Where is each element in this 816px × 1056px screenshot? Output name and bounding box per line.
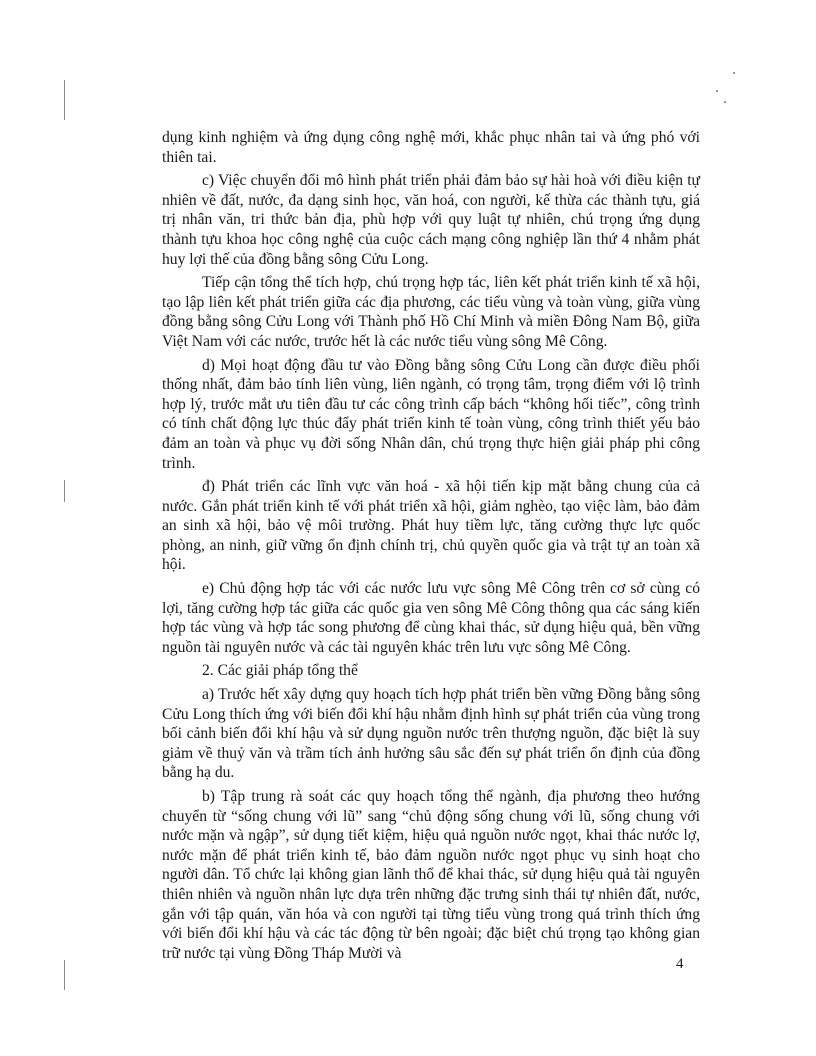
scan-speck <box>716 90 718 92</box>
body-text <box>162 128 700 967</box>
scan-edge-mark <box>64 80 65 120</box>
scan-edge-mark <box>64 960 65 990</box>
paragraph: đ) Phát triển các lĩnh vực văn hoá - xã hội tiến kịp mặt bằng chung của cả nước. Gắn phát triển kinh tế với phát triển xã hội, giảm nghèo, tạo việc làm, bảo đảm an sinh xã hội, bảo vệ môi trường. Phát huy tiềm lực, tăng cường thực lực quốc phòng, an ninh, giữ vững ổn định chính trị, chủ quyền quốc gia và trật tự an toàn xã hội. <box>162 478 700 574</box>
page-number: 4 <box>676 956 684 972</box>
scan-speck <box>733 72 735 74</box>
paragraph: Tiếp cận tổng thể tích hợp, chú trọng hợp tác, liên kết phát triển kinh tế xã hội, tạo lập liên kết phát triển giữa các địa phương, các tiểu vùng và toàn vùng, giữa vùng đồng bằng sông Cửu Long với Thành phố Hồ Chí Minh và miền Đông Nam Bộ, giữa Việt Nam với các nước, trước hết là các nước tiểu vùng sông Mê Công. <box>162 274 700 350</box>
paragraph: dụng kinh nghiệm và ứng dụng công nghệ mới, khắc phục nhân tai và ứng phó với thiên tai. <box>162 129 700 166</box>
paragraph: e) Chủ động hợp tác với các nước lưu vực sông Mê Công trên cơ sở cùng có lợi, tăng cường hợp tác giữa các quốc gia ven sông Mê Công thông qua các sáng kiến hợp tác vùng và hợp tác song phương để cùng khai thác, sử dụng hiệu quả, bền vững nguồn tài nguyên nước và các tài nguyên khác trên lưu vực sông Mê Công. <box>162 580 700 656</box>
scan-speck <box>724 101 726 103</box>
paragraph: a) Trước hết xây dựng quy hoạch tích hợp phát triển bền vững Đồng bằng sông Cửu Long thích ứng với biến đổi khí hậu nhằm định hình sự phát triển của vùng trong bối cảnh biến đổi khí hậu và sử dụng nguồn nước trên thượng nguồn, đặc biệt là suy giảm về thuỷ văn và trầm tích ảnh hưởng sâu sắc đến sự phát triển ổn định của đồng bằng hạ du. <box>162 686 700 782</box>
paragraph: b) Tập trung rà soát các quy hoạch tổng thể ngành, địa phương theo hướng chuyển từ “sống chung với lũ” sang “chủ động sống chung với lũ, sống chung với nước mặn và ngập”, sử dụng tiết kiệm, hiệu quả nguồn nước ngọt, khai thác nước lợ, nước mặn để phát triển kinh tế, bảo đảm nguồn nước ngọt phục vụ sinh hoạt cho người dân. Tổ chức lại không gian lãnh thổ để khai thác, sử dụng hiệu quả tài nguyên thiên nhiên và nguồn nhân lực dựa trên những đặc trưng sinh thái tự nhiên đất, nước, gắn với tập quán, văn hóa và con người tại từng tiểu vùng trong quá trình thích ứng với biến đổi khí hậu và các tác động từ bên ngoài; đặc biệt chú trọng tạo không gian trữ nước tại vùng Đồng Tháp Mười và <box>162 788 700 962</box>
section-heading: 2. Các giải pháp tổng thể <box>202 662 358 680</box>
paragraph: d) Mọi hoạt động đầu tư vào Đồng bằng sông Cửu Long cần được điều phối thống nhất, đảm bảo tính liên vùng, liên ngành, có trọng tâm, trọng điểm với lộ trình hợp lý, trước mắt ưu tiên đầu tư các công trình cấp bách “không hối tiếc”, công trình có tính chất động lực thúc đẩy phát triển kinh tế toàn vùng, công trình thiết yếu bảo đảm an toàn và phục vụ đời sống Nhân dân, chú trọng thực hiện giải pháp phi công trình. <box>162 356 700 472</box>
paragraph: c) Việc chuyển đổi mô hình phát triển phải đảm bảo sự hài hoà với điều kiện tự nhiên về đất, nước, đa dạng sinh học, văn hoá, con người, kế thừa các thành tựu, giá trị nhân văn, tri thức bản địa, phù hợp với quy luật tự nhiên, chú trọng ứng dụng thành tựu khoa học công nghệ của cuộc cách mạng công nghiệp lần thứ 4 nhằm phát huy lợi thế của đồng bằng sông Cửu Long. <box>162 172 700 268</box>
scan-edge-mark <box>64 480 65 502</box>
